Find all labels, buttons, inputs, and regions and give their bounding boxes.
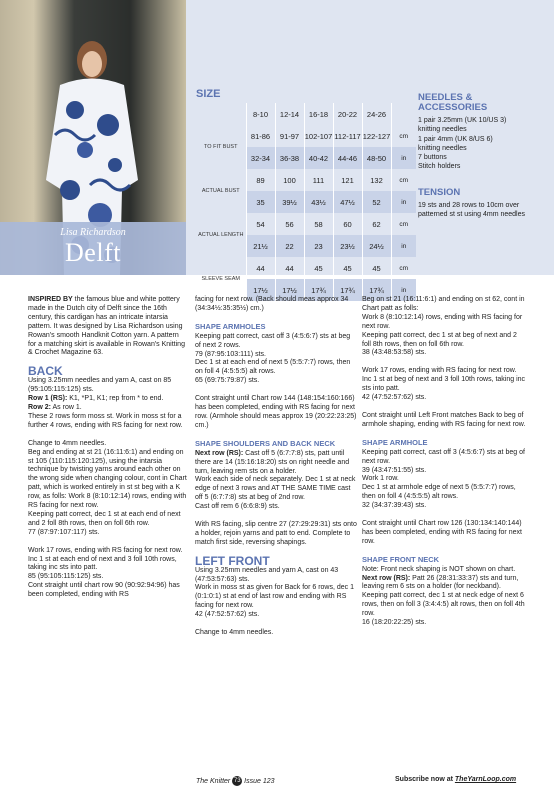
tension-text: 19 sts and 28 rows to 10cm over patterned st st using 4mm needles <box>418 202 526 219</box>
front-cont-straight: Cont straight until Left Front matches Back to beg of armhole shaping, ending with RS facing for next row. <box>362 411 526 428</box>
needles-heading <box>418 93 548 113</box>
front-chart-intro: Beg on st 21 (16:11:6:1) and ending on st 62, cont in Chart patt as folls: <box>362 296 525 312</box>
front-neck-stitch-count: 16 (18:20:22:25) sts. <box>362 619 427 627</box>
shoulders-work-sides: Work each side of neck separately. Dec 1 st at neck edge of next 3 rows and AT THE SAME TIME cast off 5 (6:7:7:8) sts at beg of 2nd row. <box>195 476 356 502</box>
size-cell: 62 <box>362 213 391 235</box>
shoulders-next-row <box>195 450 357 477</box>
size-cell: 60 <box>333 213 362 235</box>
size-row-label: SLEEVE SEAM <box>201 276 241 282</box>
needles-heading-line-1: NEEDLES & <box>418 92 473 103</box>
next-row-text: Cast off 5 (6:7:7:8) sts, patt until there are 14 (15:16:18:20) sts on right needle and turn, leaving rem sts on a holder. <box>195 449 350 475</box>
needles-line: Stitch holders <box>418 163 461 171</box>
size-cell: 112-117 <box>333 125 362 147</box>
garment-title: Delft <box>65 238 121 267</box>
row-1-text: K1, *P1, K1; rep from * to end. <box>67 395 164 403</box>
size-cell: 17¾ <box>333 279 362 301</box>
size-cell: 111 <box>304 169 333 191</box>
back-stitch-count-1: 77 (87:97:107:117) sts. <box>28 528 100 536</box>
size-table-row <box>196 103 416 125</box>
size-unit <box>391 103 416 125</box>
size-cell: 81-86 <box>246 125 275 147</box>
size-unit: in <box>391 235 416 257</box>
needles-heading-line-2: ACCESSORIES <box>418 102 488 113</box>
column-2 <box>195 296 357 638</box>
armholes-stitch-count-1: 79 (87:95:103:111) sts. <box>195 350 266 358</box>
front-work-17: Work 17 rows, ending with RS facing for next row. <box>362 367 517 375</box>
size-table-row <box>196 169 416 191</box>
subscribe-text: Subscribe now at <box>395 776 455 783</box>
size-cell: 12-14 <box>275 103 304 125</box>
size-cell: 45 <box>333 257 362 279</box>
needles-accessories <box>418 93 548 172</box>
issue-number: Issue 123 <box>244 777 275 785</box>
size-cell: 20-22 <box>333 103 362 125</box>
size-cell: 102-107 <box>304 125 333 147</box>
back-change-needles: Change to 4mm needles. <box>28 439 107 447</box>
front-stitch-count-2: 42 (47:52:57:62) sts. <box>362 394 427 402</box>
size-cell: 17½ <box>246 279 275 301</box>
next-row-text: Patt 26 (28:31:33:37) sts and turn, leaving rem 6 sts on a holder (for neckband). <box>362 574 519 591</box>
needles-list <box>418 116 548 172</box>
needles-line: 7 buttons <box>418 154 447 162</box>
front-stitch-count-1: 38 (43:48:53:58) sts. <box>362 349 427 357</box>
shoulders-complete: With RS facing, slip centre 27 (27:29:29:31) sts onto a holder, rejoin yarns and patt to end. Complete to match first side, reversing shapings. <box>195 521 357 546</box>
size-cell: 24-26 <box>362 103 391 125</box>
front-increase: Inc 1 st at beg of next and 3 foll 10th rows, taking inc sts into patt. <box>362 376 526 393</box>
front-work-rows: Work 8 (8:10:12:14) rows, ending with RS facing for next row. <box>362 313 523 330</box>
size-cell: 89 <box>246 169 275 191</box>
shape-front-neck-heading: SHAPE FRONT NECK <box>362 554 440 564</box>
needles-line: knitting needles <box>418 126 467 134</box>
footer-issue <box>196 776 275 786</box>
size-cell: 39½ <box>275 191 304 213</box>
size-unit: in <box>391 191 416 213</box>
size-table-row <box>196 213 416 235</box>
armhole-cast-off: Keeping patt correct, cast off 3 (4:5:6:7) sts at beg of next row. <box>362 448 525 465</box>
back-measurement: facing for next row. (Back should meas approx 34 (34:34½:35:35½) cm.) <box>195 296 349 312</box>
back-moss-stitch: These 2 rows form moss st. Work in moss st for a further 4 rows, ending with RS facing for next row. <box>28 412 183 429</box>
tension-heading: TENSION <box>418 187 461 198</box>
armhole-work-row: Work 1 row. <box>362 475 399 483</box>
back-stitch-count-2: 85 (95:105:115:125) sts. <box>28 573 104 581</box>
armhole-stitch-count-1: 39 (43:47:51:55) sts. <box>362 466 427 474</box>
size-cell: 45 <box>304 257 333 279</box>
back-cont-straight: Cont straight until chart row 90 (90:92:94:96) has been completed, ending with RS <box>28 582 180 599</box>
size-cell: 32-34 <box>246 147 275 169</box>
front-decrease: Keeping patt correct, dec 1 st at beg of next and 2 foll 8th rows, then on foll 6th row. <box>362 331 517 348</box>
size-cell: 23½ <box>333 235 362 257</box>
row-1-label: Row 1 (RS): <box>28 395 68 403</box>
armholes-stitch-count-2: 65 (69:75:79:87) sts. <box>195 377 260 385</box>
size-cell: 44 <box>275 257 304 279</box>
front-neck-note: Note: Front neck shaping is NOT shown on chart. <box>362 565 516 573</box>
size-cell: 122-127 <box>362 125 391 147</box>
model-photo <box>0 0 186 275</box>
left-front-cast-on: Using 3.25mm needles and yarn A, cast on 43 (47:53:57:63) sts. <box>195 566 339 583</box>
shoulders-cast-off: Cast off rem 6 (6:6:8:9) sts. <box>195 503 280 511</box>
size-cell: 47½ <box>333 191 362 213</box>
size-unit: cm <box>391 257 416 279</box>
size-cell: 40-42 <box>304 147 333 169</box>
size-cell: 8-10 <box>246 103 275 125</box>
size-row-label <box>196 103 246 125</box>
left-front-moss: Work in moss st as given for Back for 6 rows, dec 1 (0:1:0:1) st at end of last row and ending with RS facing for next row. <box>195 584 354 610</box>
size-unit: in <box>391 279 416 301</box>
size-cell: 44 <box>246 257 275 279</box>
armhole-stitch-count-2: 32 (34:37:39:43) sts. <box>362 502 427 510</box>
size-cell: 44-46 <box>333 147 362 169</box>
size-cell: 121 <box>333 169 362 191</box>
column-3 <box>362 296 527 628</box>
left-front-heading: LEFT FRONT <box>195 553 270 568</box>
intro-paragraph <box>28 296 188 358</box>
armholes-cast-off: Keeping patt correct, cast off 3 (4:5:6:7) sts at beg of next 2 rows. <box>195 332 351 349</box>
back-chart-intro: Beg and ending at st 21 (16:11:6:1) and ending on st 105 (110:115:120:125), using the intarsia technique by twisting yarns around each other on the wrong side when changing colour, cont in Chart patt, which is worked entirely in st st beg with a K row, as folls: Work 8 (8:10:12:14) rows, ending with RS facing for next row. <box>28 448 187 510</box>
footer-subscribe <box>395 776 516 783</box>
size-row-label: TO FIT BUST <box>204 144 238 150</box>
size-cell: 17¾ <box>304 279 333 301</box>
next-row-label: Next row (RS): <box>362 574 411 582</box>
row-2-label: Row 2: <box>28 403 51 411</box>
row-2 <box>28 404 188 413</box>
intro-text: the famous blue and white pottery made in the Dutch city of Delft since the 16th century, this cardigan has an intricate intarsia pattern. It was designed by Lisa Richardson using Rowan's smooth Handknit Cotton yarn. A pattern for a matching skirt is available in Rowan's Knitting & Crochet Magazine 63. <box>28 296 185 357</box>
back-heading: BACK <box>28 364 63 379</box>
row-2-text: As row 1. <box>50 403 82 411</box>
page-number: 73 <box>233 778 241 784</box>
size-table-row <box>196 257 416 279</box>
size-table-row <box>196 125 416 147</box>
size-cell: 36-38 <box>275 147 304 169</box>
size-cell: 45 <box>362 257 391 279</box>
left-front-stitch-count: 42 (47:52:57:62) sts. <box>195 611 260 619</box>
size-cell: 58 <box>304 213 333 235</box>
size-cell: 17½ <box>275 279 304 301</box>
size-cell: 23 <box>304 235 333 257</box>
magazine-name: The Knitter <box>196 777 231 785</box>
back-increase: Inc 1 st at each end of next and 3 foll 10th rows, taking inc sts into patt. <box>28 555 177 572</box>
armholes-cont-straight: Cont straight until Chart row 144 (148:154:160:166) has been completed, ending with RS facing for next row. (Armhole should meas approx 19 (20:22:23:25) cm.) <box>195 395 357 429</box>
size-cell: 43½ <box>304 191 333 213</box>
size-cell: 100 <box>275 169 304 191</box>
needles-line: knitting needles <box>418 144 467 152</box>
armholes-decrease: Dec 1 st at each end of next 5 (5:5:7:7) rows, then on foll 4 (4:5:5:5) alt rows. <box>195 359 351 376</box>
front-neck-next-row <box>362 575 527 593</box>
shape-shoulders-heading: SHAPE SHOULDERS AND BACK NECK <box>195 438 336 448</box>
size-cell: 17¾ <box>362 279 391 301</box>
shape-armhole-heading: SHAPE ARMHOLE <box>362 437 428 447</box>
subscribe-link[interactable]: TheYarnLoop.com <box>454 776 517 783</box>
size-cell: 56 <box>275 213 304 235</box>
shape-armholes-heading: SHAPE ARMHOLES <box>195 321 266 331</box>
front-neck-decrease: Keeping patt correct, dec 1 st at neck edge of next 6 rows, then on foll 3 (3:4:4:5) alt rows, then on foll 4th row. <box>362 592 525 618</box>
size-unit: in <box>391 147 416 169</box>
column-1 <box>28 296 188 600</box>
needles-line: 1 pair 3.25mm (UK 10/US 3) <box>418 117 507 124</box>
size-table <box>196 103 416 301</box>
designer-name: Lisa Richardson <box>60 227 126 238</box>
back-cast-on: Using 3.25mm needles and yarn A, cast on 85 (95:105:115:125) sts. <box>28 377 172 394</box>
size-cell: 21½ <box>246 235 275 257</box>
left-front-change-needles: Change to 4mm needles. <box>195 629 274 637</box>
size-cell: 24½ <box>362 235 391 257</box>
size-cell: 52 <box>362 191 391 213</box>
size-cell: 54 <box>246 213 275 235</box>
size-unit: cm <box>391 125 416 147</box>
size-row-label: ACTUAL BUST <box>201 188 240 194</box>
intro-lead: INSPIRED BY <box>28 296 73 303</box>
size-unit: cm <box>391 213 416 235</box>
needles-line: 1 pair 4mm (UK 8/US 6) <box>418 135 493 143</box>
size-cell: 132 <box>362 169 391 191</box>
size-unit: cm <box>391 169 416 191</box>
next-row-label: Next row (RS): <box>195 449 244 457</box>
armhole-cont-straight: Cont straight until Chart row 126 (130:134:140:144) has been completed, ending with RS facing for next row. <box>362 520 522 545</box>
size-heading: SIZE <box>196 88 221 100</box>
size-cell: 22 <box>275 235 304 257</box>
size-cell: 35 <box>246 191 275 213</box>
tension-box <box>418 187 548 220</box>
size-cell: 91-97 <box>275 125 304 147</box>
size-cell: 48-50 <box>362 147 391 169</box>
armhole-decrease: Dec 1 st at armhole edge of next 5 (5:5:7:7) rows, then on foll 4 (4:5:5:5) alt rows. <box>362 484 516 501</box>
back-decrease: Keeping patt correct, dec 1 st at each end of next and 2 foll 8th rows, then on foll 6th row. <box>28 510 181 527</box>
size-row-label: ACTUAL LENGTH <box>198 232 244 238</box>
back-work-rows: Work 17 rows, ending with RS facing for next row. <box>28 546 183 554</box>
size-cell: 16-18 <box>304 103 333 125</box>
row-1 <box>28 395 188 404</box>
